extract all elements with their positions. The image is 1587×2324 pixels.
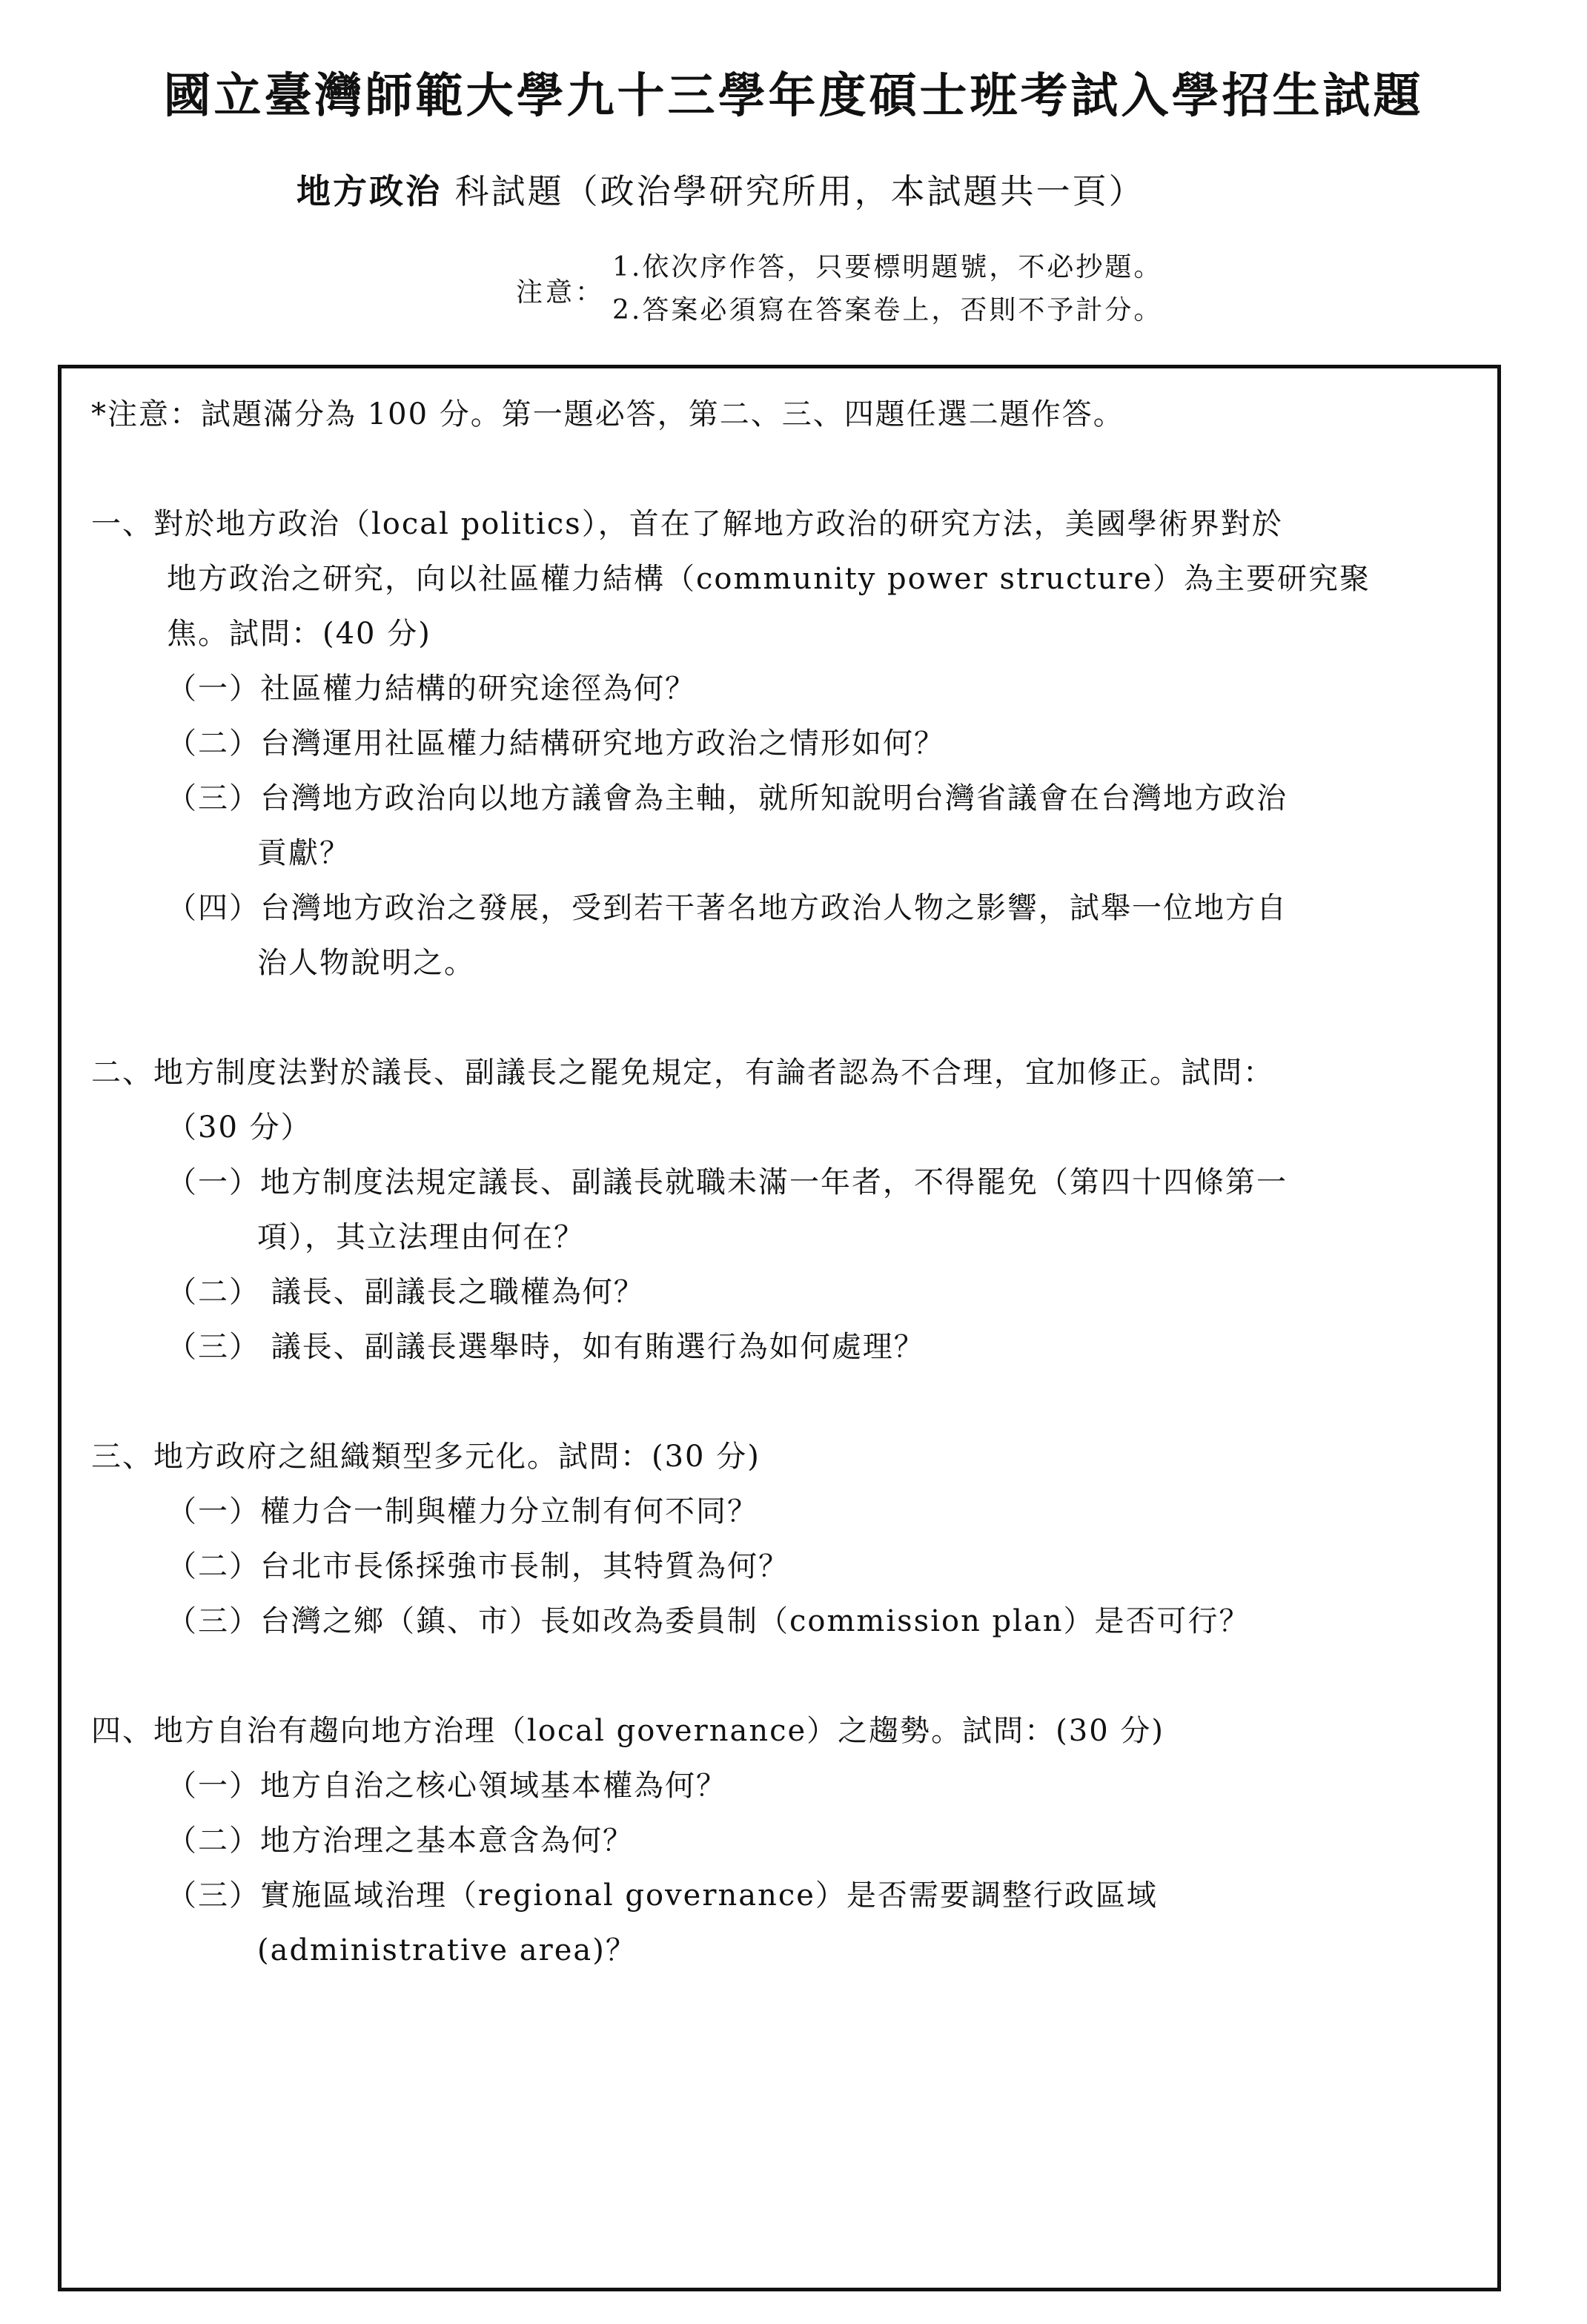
exam-question-box — [58, 365, 1501, 2291]
question-4-sub-2: （二）地方治理之基本意含為何？ — [167, 1824, 634, 1858]
question-4-sub-1: （一）地方自治之核心領域基本權為何？ — [167, 1769, 727, 1803]
question-2-sub-3: （三） 議長、副議長選舉時，如有賄選行為如何處理？ — [167, 1330, 925, 1364]
question-4-sub-3: （三）實施區域治理（regional governance）是否需要調整行政區域 — [167, 1878, 1158, 1913]
instruction-line: *注意：試題滿分為 100 分。第一題必答，第二、三、四題任選二題作答。 — [91, 397, 1124, 431]
subject-name: 地方政治 — [296, 171, 442, 211]
question-1-line: 一、對於地方政治（local politics），首在了解地方政治的研究方法，美國學術界對於 — [91, 507, 1283, 541]
question-1-sub-4: （四）台灣地方政治之發展，受到若干著名地方政治人物之影響，試舉一位地方自 — [167, 891, 1288, 925]
question-2-sub-1: （一）地方制度法規定議長、副議長就職未滿一年者，不得罷免（第四十四條第一 — [167, 1165, 1288, 1199]
question-3-sub-3: （三）台灣之鄉（鎮、市）長如改為委員制（commission plan）是否可行？ — [167, 1604, 1250, 1638]
question-1-line: 地方政治之研究，向以社區權力結構（community power structure）為主要研究聚 — [167, 562, 1371, 596]
question-1-sub-3: （三）台灣地方政治向以地方議會為主軸，就所知說明台灣省議會在台灣地方政治 — [167, 781, 1288, 815]
question-1-sub-4-cont: 治人物說明之。 — [257, 946, 475, 980]
question-2-line: （30 分） — [167, 1110, 312, 1145]
notice-item: 1.依次序作答，只要標明題號，不必抄題。 — [612, 252, 1163, 282]
notice-label: 注意： — [516, 277, 606, 308]
subtitle-rest: 科試題（政治學研究所用，本試題共一頁） — [442, 171, 1145, 211]
notice-item: 2.答案必須寫在答案卷上，否則不予計分。 — [612, 295, 1163, 325]
question-2-line: 二、地方制度法對於議長、副議長之罷免規定，有論者認為不合理，宜加修正。試問： — [91, 1056, 1274, 1090]
question-4-line: 四、地方自治有趨向地方治理（local governance）之趨勢。試問：(30 分) — [91, 1714, 1164, 1748]
question-2-sub-2: （二） 議長、副議長之職權為何？ — [167, 1275, 645, 1309]
question-3-line: 三、地方政府之組織類型多元化。試問：(30 分) — [91, 1440, 761, 1474]
question-1-sub-1: （一）社區權力結構的研究途徑為何？ — [167, 672, 696, 706]
question-1-line: 焦。試問：(40 分) — [167, 617, 431, 651]
question-1-sub-3-cont: 貢獻？ — [257, 836, 351, 870]
question-3-sub-2: （二）台北市長係採強市長制，其特質為何？ — [167, 1549, 789, 1583]
question-3-sub-1: （一）權力合一制與權力分立制有何不同？ — [167, 1494, 758, 1529]
question-2-sub-1-cont: 項），其立法理由何在？ — [257, 1220, 585, 1254]
exam-title: 國立臺灣師範大學九十三學年度碩士班考試入學招生試題 — [163, 69, 1424, 124]
notice-list — [612, 246, 1162, 332]
question-4-sub-3-cont: (administrative area)？ — [257, 1933, 637, 1967]
exam-subtitle — [296, 165, 1145, 213]
question-1-sub-2: （二）台灣運用社區權力結構研究地方政治之情形如何？ — [167, 726, 945, 761]
